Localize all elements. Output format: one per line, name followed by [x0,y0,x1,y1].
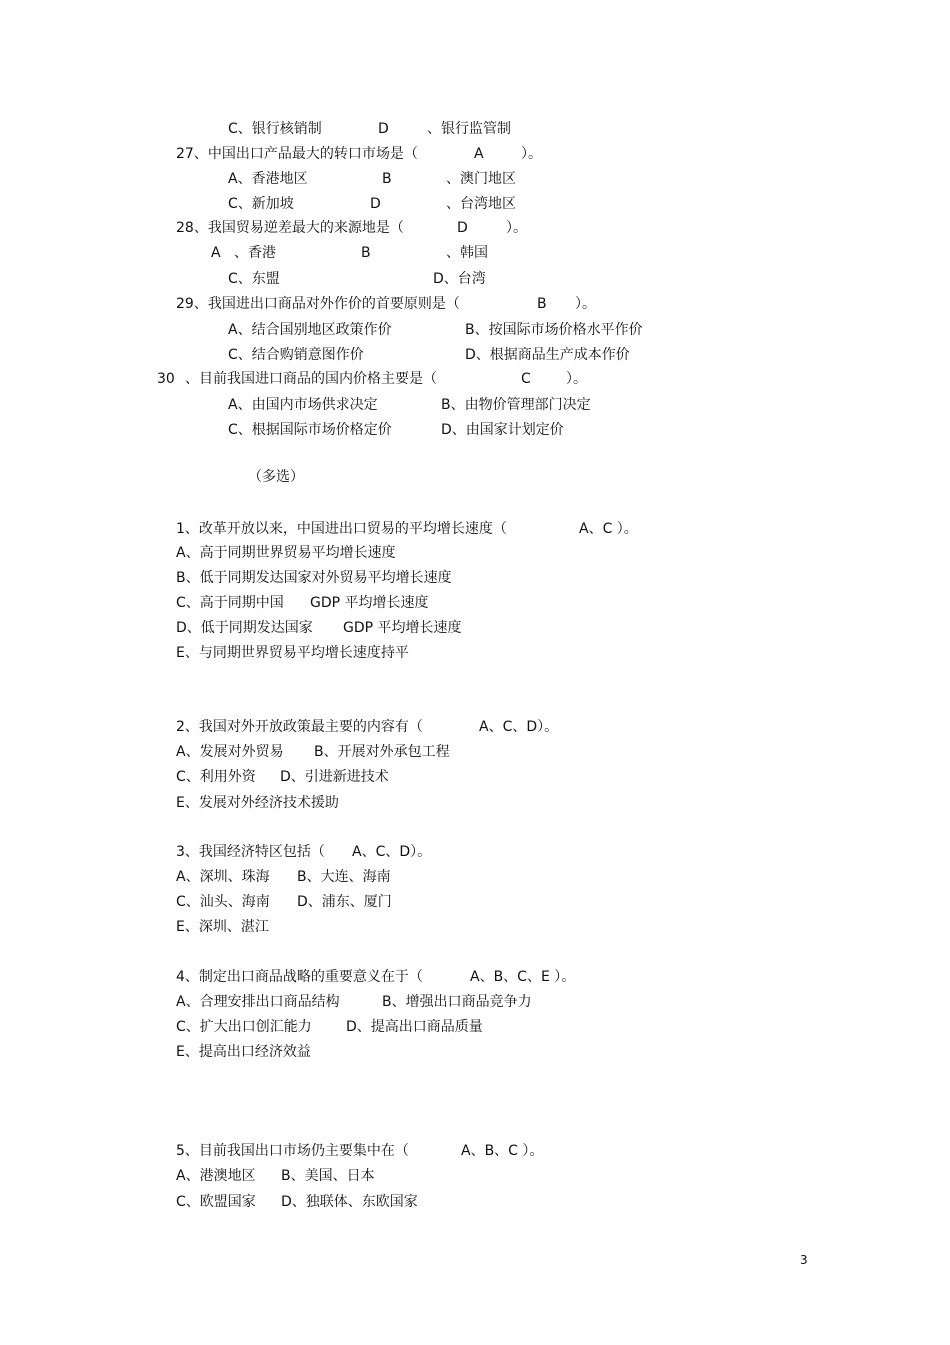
mc1-answer: A、C ）。 [579,521,638,537]
q26-option-c: C、银行核销制 [228,121,322,137]
mc4-option-b: B、增强出口商品竞争力 [382,994,532,1010]
mc3-option-b: B、大连、海南 [297,869,391,885]
q30-answer: C [521,371,531,387]
mc3-option-c: C、汕头、海南 [176,894,270,910]
mc3-option-a: A、深圳、珠海 [176,869,270,885]
mc3-question: 3、我国经济特区包括（ [176,844,325,860]
section-heading-multiple-choice: （多选） [248,469,304,485]
q29-option-a: A、结合国别地区政策作价 [228,322,392,338]
mc2-option-e: E、发展对外经济技术援助 [176,795,339,811]
mc4-answer: A、B、C、E ）。 [470,969,576,985]
q27-option-b-letter: B [382,171,392,187]
mc5-answer: A、B、C ）。 [461,1143,544,1159]
q28-question: 28、我国贸易逆差最大的来源地是（ [176,220,404,236]
mc2-option-a: A、发展对外贸易 [176,744,284,760]
q27-option-c: C、新加坡 [228,196,294,212]
mc2-answer: A、C、D）。 [479,719,559,735]
mc3-answer: A、C、D）。 [352,844,432,860]
q30-number: 30 [157,371,175,387]
mc1-question: 1、改革开放以来，中国进出口贸易的平均增长速度（ [176,521,507,537]
mc1-option-d: D、低于同期发达国家 [176,620,313,636]
mc3-option-d: D、浦东、厦门 [297,894,392,910]
mc1-option-b: B、低于同期发达国家对外贸易平均增长速度 [176,570,452,586]
q29-option-c: C、结合购销意图作价 [228,347,364,363]
q28-option-b-text: 、韩国 [446,245,488,261]
q28-option-c: C、东盟 [228,271,280,287]
mc3-option-e: E、深圳、湛江 [176,919,269,935]
mc2-question: 2、我国对外开放政策最主要的内容有（ [176,719,423,735]
page-number: 3 [800,1253,808,1267]
q30-option-d: D、由国家计划定价 [441,422,564,438]
mc1-option-e: E、与同期世界贸易平均增长速度持平 [176,645,409,661]
q29-option-d: D、根据商品生产成本作价 [465,347,630,363]
q29-close: ）。 [575,296,596,312]
q28-option-d: D、台湾 [433,271,486,287]
mc4-option-d: D、提高出口商品质量 [346,1019,483,1035]
q30-option-b: B、由物价管理部门决定 [441,397,591,413]
mc5-question: 5、目前我国出口市场仍主要集中在（ [176,1143,409,1159]
q29-question: 29、我国进出口商品对外作价的首要原则是（ [176,296,460,312]
q27-option-a: A、香港地区 [228,171,308,187]
q28-option-b-letter: B [361,245,371,261]
q29-option-b: B、按国际市场价格水平作价 [465,322,643,338]
q27-question: 27、中国出口产品最大的转口市场是（ [176,146,418,162]
mc1-option-c: C、高于同期中国 [176,595,284,611]
mc5-option-a: A、港澳地区 [176,1168,256,1184]
q30-question: 、目前我国进口商品的国内价格主要是（ [185,371,437,387]
q30-option-c: C、根据国际市场价格定价 [228,422,392,438]
q27-close: ）。 [521,146,542,162]
q29-answer: B [537,296,547,312]
mc5-option-c: C、欧盟国家 [176,1194,256,1210]
q27-option-b-text: 、澳门地区 [446,171,516,187]
q28-option-a-letter: A [211,245,221,261]
q27-answer: A [474,146,484,162]
mc4-question: 4、制定出口商品战略的重要意义在于（ [176,969,423,985]
mc5-option-d: D、独联体、东欧国家 [281,1194,418,1210]
q27-option-d-letter: D [370,196,381,212]
mc5-option-b: B、美国、日本 [281,1168,375,1184]
mc1-option-a: A、高于同期世界贸易平均增长速度 [176,545,396,561]
mc2-option-b: B、开展对外承包工程 [314,744,450,760]
q28-option-a-text: 、香港 [234,245,276,261]
mc1-option-d-gdp: GDP 平均增长速度 [343,620,462,636]
mc2-option-d: D、引进新进技术 [280,769,389,785]
q26-option-d-text: 、银行监管制 [427,121,511,137]
q28-answer: D [457,220,468,236]
mc2-option-c: C、利用外资 [176,769,256,785]
mc4-option-a: A、合理安排出口商品结构 [176,994,340,1010]
q28-close: ）。 [506,220,527,236]
mc4-option-c: C、扩大出口创汇能力 [176,1019,312,1035]
q26-option-d-letter: D [378,121,389,137]
mc4-option-e: E、提高出口经济效益 [176,1044,311,1060]
q30-option-a: A、由国内市场供求决定 [228,397,378,413]
q27-option-d-text: 、台湾地区 [446,196,516,212]
q30-close: ）。 [566,371,587,387]
mc1-option-c-gdp: GDP 平均增长速度 [310,595,429,611]
